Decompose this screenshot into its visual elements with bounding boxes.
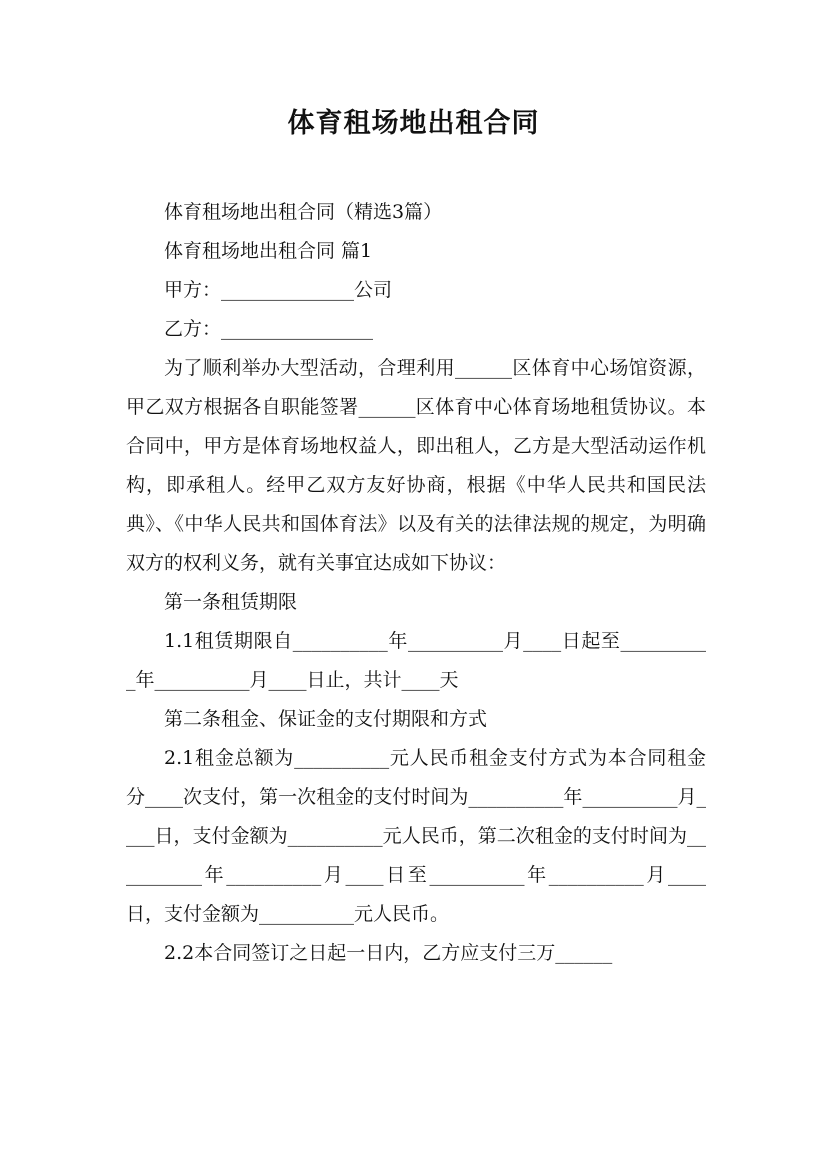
paragraph-clause-2-1: 2.1租金总额为__________元人民币租金支付方式为本合同租金分____次支付，第一次租金的支付时间为__________年__________月____日，支付金额为__________元人民币，第二次租金的支付时间为__________年__________月____日至__________年__________月____日，支付金额为__________元人民币。 <box>126 747 706 925</box>
paragraph-section-heading: 体育租场地出租合同 篇1 <box>164 240 373 262</box>
document-title: 体育租场地出租合同 <box>287 108 540 139</box>
paragraph-article-2-heading: 第二条租金、保证金的支付期限和方式 <box>164 708 488 730</box>
paragraph-clause-2-2: 2.2本合同签订之日起一日内，乙方应支付三万______ <box>164 942 613 964</box>
document-body <box>126 193 706 973</box>
paragraph-article-1-heading: 第一条租赁期限 <box>164 591 298 613</box>
paragraph-subtitle: 体育租场地出租合同（精选3篇） <box>164 201 443 223</box>
paragraph-party-b: 乙方：________________ <box>164 318 374 340</box>
paragraph-party-a: 甲方：______________公司 <box>164 279 393 301</box>
paragraph-preamble: 为了顺利举办大型活动，合理利用______区体育中心场馆资源，甲乙双方根据各自职能签署______区体育中心体育场地租赁协议。本合同中，甲方是体育场地权益人，即出租人，乙方是大型活动运作机构，即承租人。经甲乙双方友好协商，根据《中华人民共和国民法典》、《中华人民共和国体育法》以及有关的法律法规的规定，为明确双方的权利义务，就有关事宜达成如下协议： <box>126 357 706 574</box>
paragraph-clause-1-1: 1.1租赁期限自__________年__________月____日起至__________年__________月____日止，共计____天 <box>126 630 706 691</box>
